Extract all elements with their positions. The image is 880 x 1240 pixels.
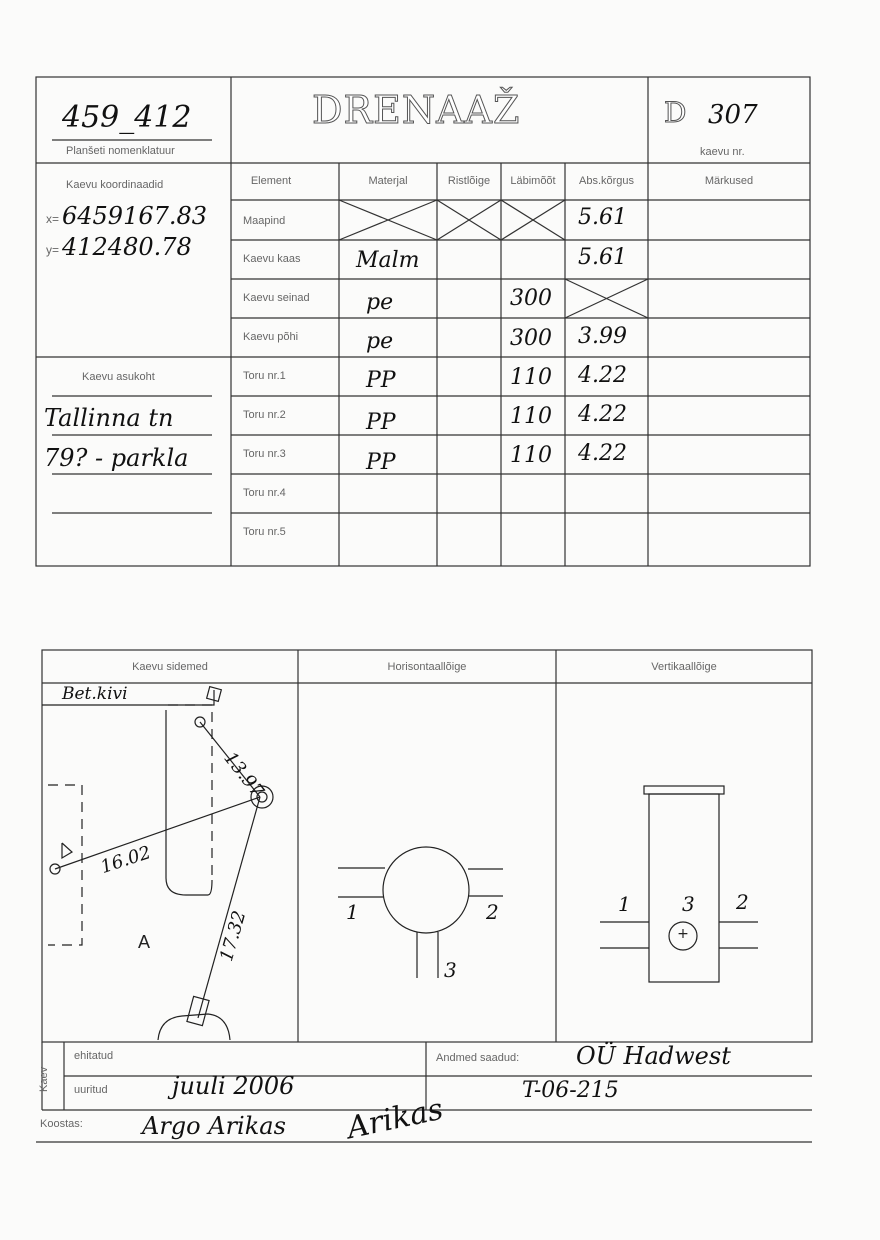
row-abs: 5.61: [578, 205, 627, 230]
andmed-label: Andmed saadud:: [436, 1052, 520, 1064]
row-materjal: PP: [366, 410, 396, 435]
horizontal-section-label: Horisontaallõige: [387, 661, 467, 673]
nomenclature-label: Planšeti nomenklatuur: [66, 145, 175, 157]
col-header-materjal: Materjal: [368, 175, 408, 187]
kaev-label: Kaev: [38, 1066, 50, 1092]
bet-kivi-label: Bet.kivi: [62, 684, 128, 704]
location-line1: Tallinna tn: [44, 404, 174, 432]
uuritud-value: juuli 2006: [172, 1072, 295, 1100]
row-abs: 5.61: [578, 245, 627, 270]
connections-sketch: [42, 687, 273, 1040]
coordinates-label: Kaevu koordinaadid: [66, 179, 164, 191]
row-abs: 4.22: [578, 441, 627, 466]
col-header-markused: Märkused: [704, 175, 754, 187]
distance-label: 16.02: [98, 842, 154, 878]
row-materjal: pe: [366, 329, 394, 354]
koostas-label: Koostas:: [40, 1118, 83, 1130]
pipe-label: 2: [736, 890, 749, 914]
row-materjal: PP: [366, 368, 396, 393]
plus-icon: +: [677, 926, 689, 942]
col-header-abs: Abs.kõrgus: [578, 175, 635, 187]
andmed-value: OÜ Hadwest: [576, 1042, 731, 1070]
signature: Arikas: [344, 1091, 447, 1147]
area-label: A: [138, 932, 151, 952]
well-prefix: D: [664, 96, 688, 129]
row-element: Toru nr.2: [243, 409, 286, 421]
location-line2: 79? - parkla: [44, 444, 189, 472]
row-labimoot: 110: [510, 404, 552, 429]
x-prefix: x=: [46, 212, 60, 226]
row-abs: 4.22: [578, 363, 627, 388]
row-labimoot: 300: [510, 326, 552, 351]
row-element: Kaevu kaas: [243, 253, 301, 265]
row-element: Toru nr.4: [243, 487, 286, 499]
row-materjal: Malm: [356, 248, 420, 273]
uuritud-label: uuritud: [74, 1084, 108, 1096]
vertical-section: [600, 786, 758, 982]
ehitatud-label: ehitatud: [74, 1050, 114, 1062]
col-header-labimoot: Läbimõõt: [510, 175, 556, 187]
col-header-ristloige: Ristlõige: [447, 175, 491, 187]
distance-label: 13.97: [219, 748, 268, 802]
col-header-element: Element: [250, 175, 292, 187]
pipe-label: 1: [618, 892, 631, 916]
pipe-label: 2: [486, 900, 499, 924]
row-element: Maapind: [243, 215, 286, 227]
row-labimoot: 110: [510, 365, 552, 390]
well-number: 307: [708, 100, 758, 130]
row-element: Kaevu seinad: [243, 292, 310, 304]
row-abs: 4.22: [578, 402, 627, 427]
connections-label: Kaevu sidemed: [132, 661, 208, 673]
vertical-section-label: Vertikaallõige: [651, 661, 717, 673]
distance-label: 17.32: [216, 908, 251, 964]
y-coordinate: 412480.78: [62, 233, 192, 261]
location-label: Kaevu asukoht: [82, 371, 155, 383]
koostas-value: Argo Arikas: [142, 1112, 286, 1140]
pipe-label: 3: [682, 892, 695, 916]
well-number-label: kaevu nr.: [700, 146, 745, 158]
row-abs: 3.99: [578, 324, 627, 349]
row-labimoot: 300: [510, 286, 552, 311]
pipe-label: 3: [444, 958, 457, 982]
row-element: Toru nr.5: [243, 526, 286, 538]
row-materjal: pe: [366, 290, 394, 315]
nomenclature-value: 459_412: [62, 100, 192, 135]
row-labimoot: 110: [510, 443, 552, 468]
andmed-code: T-06-215: [522, 1078, 619, 1103]
pipe-label: 1: [346, 900, 359, 924]
row-element: Toru nr.1: [243, 370, 286, 382]
y-prefix: y=: [46, 243, 60, 257]
row-materjal: PP: [366, 450, 396, 475]
row-element: Kaevu põhi: [243, 331, 299, 343]
page-title: DRENAAŽ: [312, 88, 521, 132]
row-element: Toru nr.3: [243, 448, 286, 460]
x-coordinate: 6459167.83: [62, 202, 208, 230]
horizontal-section: [338, 847, 503, 978]
